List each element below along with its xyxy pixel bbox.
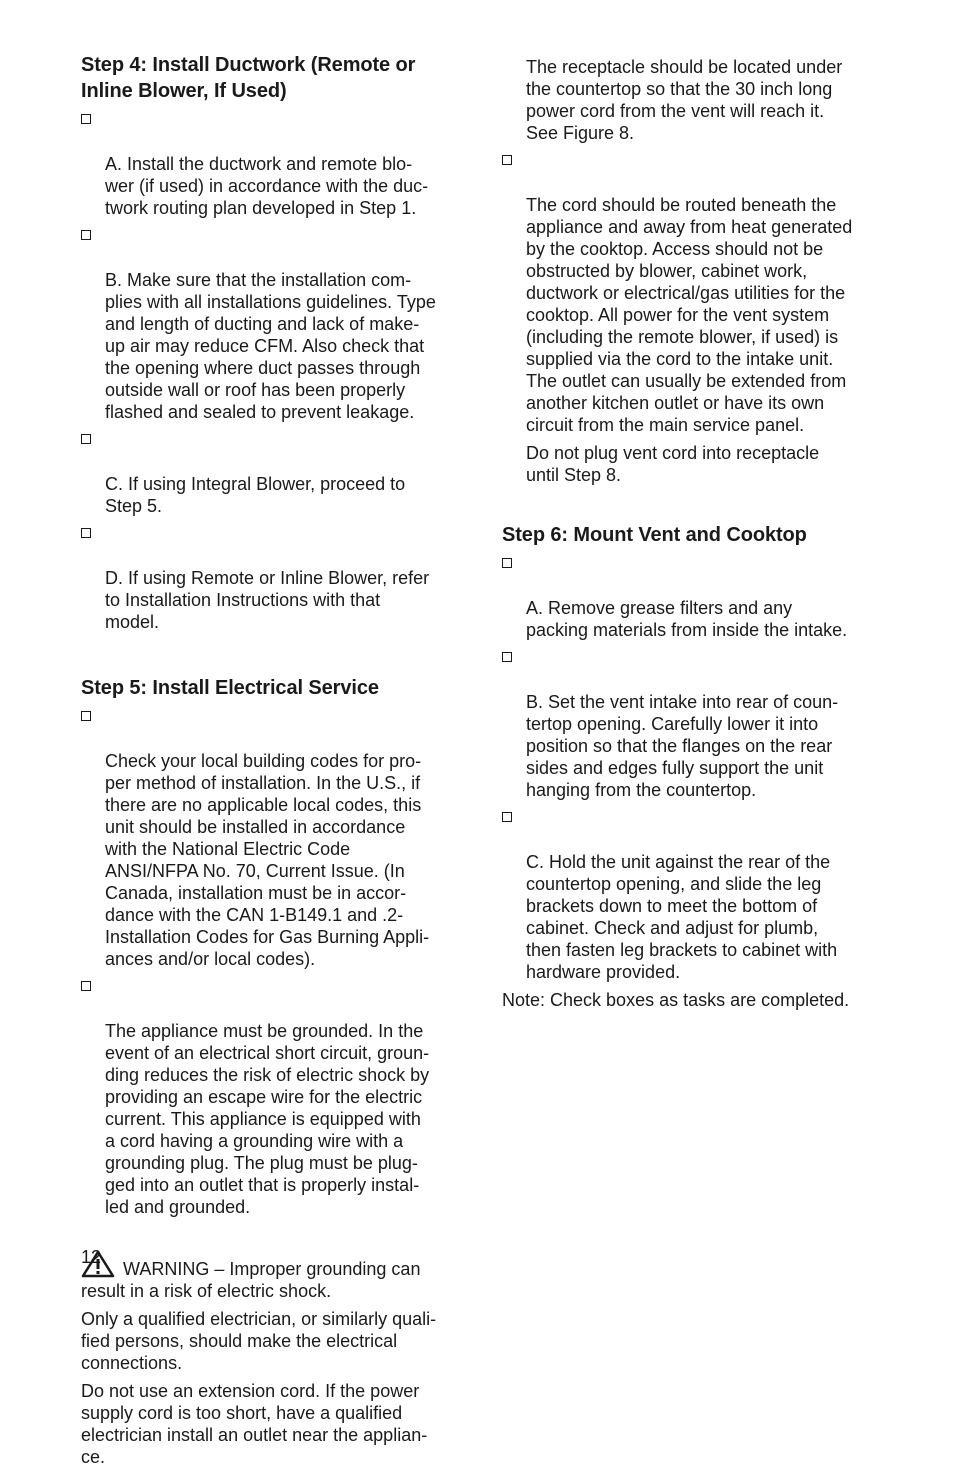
do-not-plug-paragraph: Do not plug vent cord into receptacle until Step 8. [526,443,820,485]
step4-item-d: D. If using Remote or Inline Blower, refer to Installation Instructions with that model. [81,523,456,633]
checkbox[interactable] [81,230,91,240]
warning-paragraph [81,1228,456,1302]
step6-item-c: C. Hold the unit against the rear of the countertop opening, and slide the leg brackets down to meet the bottom of cabinet. Check and adjust for plumb, then fasten leg brackets to cabinet with hardware provided. [502,807,882,983]
step6-item-a: A. Remove grease filters and any packing materials from inside the intake. [502,553,882,641]
checkbox[interactable] [81,434,91,444]
note-paragraph: Note: Check boxes as tasks are completed. [502,990,850,1010]
step4-item-b: B. Make sure that the installation com- plies with all installations guidelines. Type and length of ducting and lack of make- up air may reduce CFM. Also check that the opening where duct passes through outside wall or roof has been properly flashed and sealed to prevent leakage. [81,225,456,423]
checkbox[interactable] [502,812,512,822]
step4-item-a: A. Install the ductwork and remote blo- wer (if used) in accordance with the duc- twork routing plan developed in Step 1. [81,109,456,219]
checkbox[interactable] [502,652,512,662]
electrician-paragraph: Only a qualified electrician, or similarly quali- fied persons, should make the electrical connections. [81,1309,437,1373]
checkbox[interactable] [502,558,512,568]
extension-cord-paragraph: Do not use an extension cord. If the power supply cord is too short, have a qualified electrician install an outlet near the applian- ce. [81,1381,428,1467]
checkbox[interactable] [81,711,91,721]
left-column [81,52,456,1474]
step5-heading: Step 5: Install Electrical Service [81,677,379,699]
checkbox[interactable] [81,114,91,124]
receptacle-paragraph: The receptacle should be located under the countertop so that the 30 inch long power cord from the vent will reach it. See Figure 8. [526,57,843,143]
right-column [502,56,882,1017]
step6-heading: Step 6: Mount Vent and Cooktop [502,524,807,546]
step5-item-codes: Check your local building codes for pro- per method of installation. In the U.S., if there are no applicable local codes, this unit should be installed in accordance with the National Electric Code ANSI/NFPA No. 70, Current Issue. (In Canada, installation must be in accor- dance with the CAN 1-B149.1 and .2- Installation Codes for Gas Burning Appli- ances and/or local codes). [81,706,456,970]
checkbox[interactable] [502,155,512,165]
step5-item-grounding: The appliance must be grounded. In the event of an electrical short circuit, groun- ding reduces the risk of electric shock by providing an escape wire for the electric current. This appliance is equipped with a cord having a grounding wire with a grounding plug. The plug must be plug- ged into an outlet that is properly instal- led and grounded. [81,976,456,1218]
page-number: 12 [81,1247,102,1267]
checkbox[interactable] [81,528,91,538]
checkbox[interactable] [81,981,91,991]
warning-text: WARNING – Improper grounding can result in a risk of electric shock. [81,1259,421,1301]
step4-heading: Step 4: Install Ductwork (Remote or Inline Blower, If Used) [81,54,416,102]
step6-item-b: B. Set the vent intake into rear of coun- tertop opening. Carefully lower it into position so that the flanges on the rear sides and edges fully support the unit hanging from the countertop. [502,647,882,801]
cord-routing-item: The cord should be routed beneath the appliance and away from heat generated by the cooktop. Access should not be obstructed by blower, cabinet work, ductwork or electrical/gas utilities for the cooktop. All power for the vent system (including the remote blower, if used) is supplied via the cord to the intake unit. The outlet can usually be extended from another kitchen outlet or have its own circuit from the main service panel. [502,150,882,436]
step4-item-c: C. If using Integral Blower, proceed to Step 5. [81,429,456,517]
